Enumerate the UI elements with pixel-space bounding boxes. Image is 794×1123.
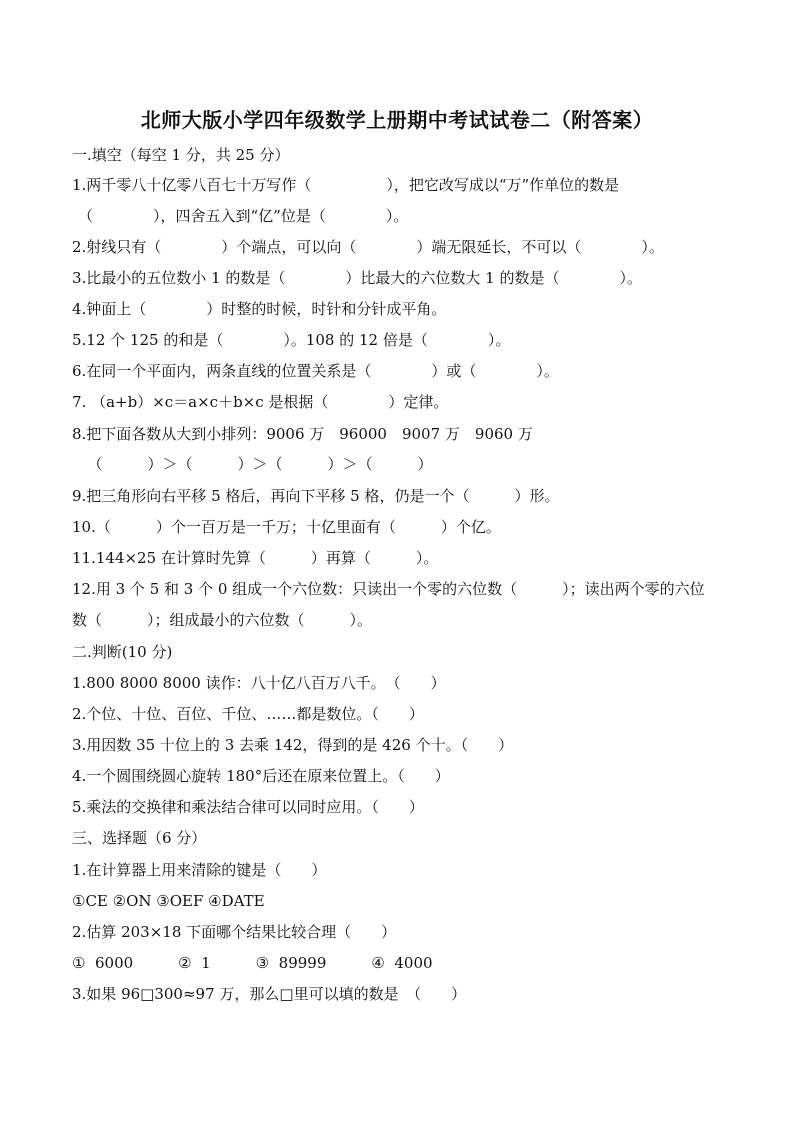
choice-options: ① 6000 ② 1 ③ 89999 ④ 4000 <box>72 954 433 972</box>
question-line: 2.估算 203×18 下面哪个结果比较合理（ ） <box>72 923 397 941</box>
page-title: 北师大版小学四年级数学上册期中考试试卷二（附答案） <box>140 108 654 132</box>
question-line: 3.比最小的五位数小 1 的数是（ ）比最大的六位数大 1 的数是（ ）。 <box>72 269 642 287</box>
question-line: 3.如果 96□300≈97 万，那么□里可以填的数是 （ ） <box>72 985 467 1003</box>
question-line: 11.144×25 在计算时先算（ ）再算（ ）。 <box>72 549 439 567</box>
question-line: （ ）＞（ ）＞（ ）＞（ ） <box>80 455 433 473</box>
question-line: 4.钟面上（ ）时整的时候，时针和分针成平角。 <box>72 300 447 318</box>
question-line: 2.射线只有（ ）个端点，可以向（ ）端无限延长，不可以（ ）。 <box>72 238 664 256</box>
question-line: 7. （a+b）×c＝a×c＋b×c 是根据（ ）定律。 <box>72 393 449 411</box>
question-line: 9.把三角形向右平移 5 格后，再向下平移 5 格，仍是一个（ ）形。 <box>72 487 560 505</box>
question-line: 3.用因数 35 十位上的 3 去乘 142，得到的是 426 个十。（ ） <box>72 736 514 754</box>
section-heading-choice: 三、选择题（6 分） <box>72 829 207 847</box>
question-line: 6.在同一个平面内，两条直线的位置关系是（ ）或（ ）。 <box>72 362 559 380</box>
question-line: 1.800 8000 8000 读作：八十亿八百万八千。 （ ） <box>72 674 446 692</box>
question-line: 1.在计算器上用来清除的键是（ ） <box>72 861 327 879</box>
question-line: 1.两千零八十亿零八百七十万写作（ ），把它改写成以“万”作单位的数是 <box>72 176 620 194</box>
question-line: 数（ ）；组成最小的六位数（ ）。 <box>72 611 373 629</box>
choice-options: ①CE ②ON ③OEF ④DATE <box>72 892 265 910</box>
question-line: 5.12 个 125 的和是（ ）。108 的 12 倍是（ ）。 <box>72 331 511 349</box>
question-line: 10.（ ）个一百万是一千万；十亿里面有（ ）个亿。 <box>72 518 501 536</box>
section-heading-fill-blank: 一.填空（每空 1 分，共 25 分） <box>72 146 290 164</box>
question-line: 5.乘法的交换律和乘法结合律可以同时应用。（ ） <box>72 798 424 816</box>
question-line: 8.把下面各数从大到小排列：9006 万 96000 9007 万 9060 万 <box>72 425 533 443</box>
question-line: 2.个位、十位、百位、千位、……都是数位。（ ） <box>72 705 424 723</box>
question-line: 4.一个圆围绕圆心旋转 180°后还在原来位置上。（ ） <box>72 767 450 785</box>
section-heading-judge: 二.判断(10 分) <box>72 643 173 661</box>
question-line: 12.用 3 个 5 和 3 个 0 组成一个六位数：只读出一个零的六位数（ ）；读出两个零的六位 <box>72 580 705 598</box>
question-line: （ ），四舍五入到“亿”位是（ ）。 <box>78 207 409 225</box>
